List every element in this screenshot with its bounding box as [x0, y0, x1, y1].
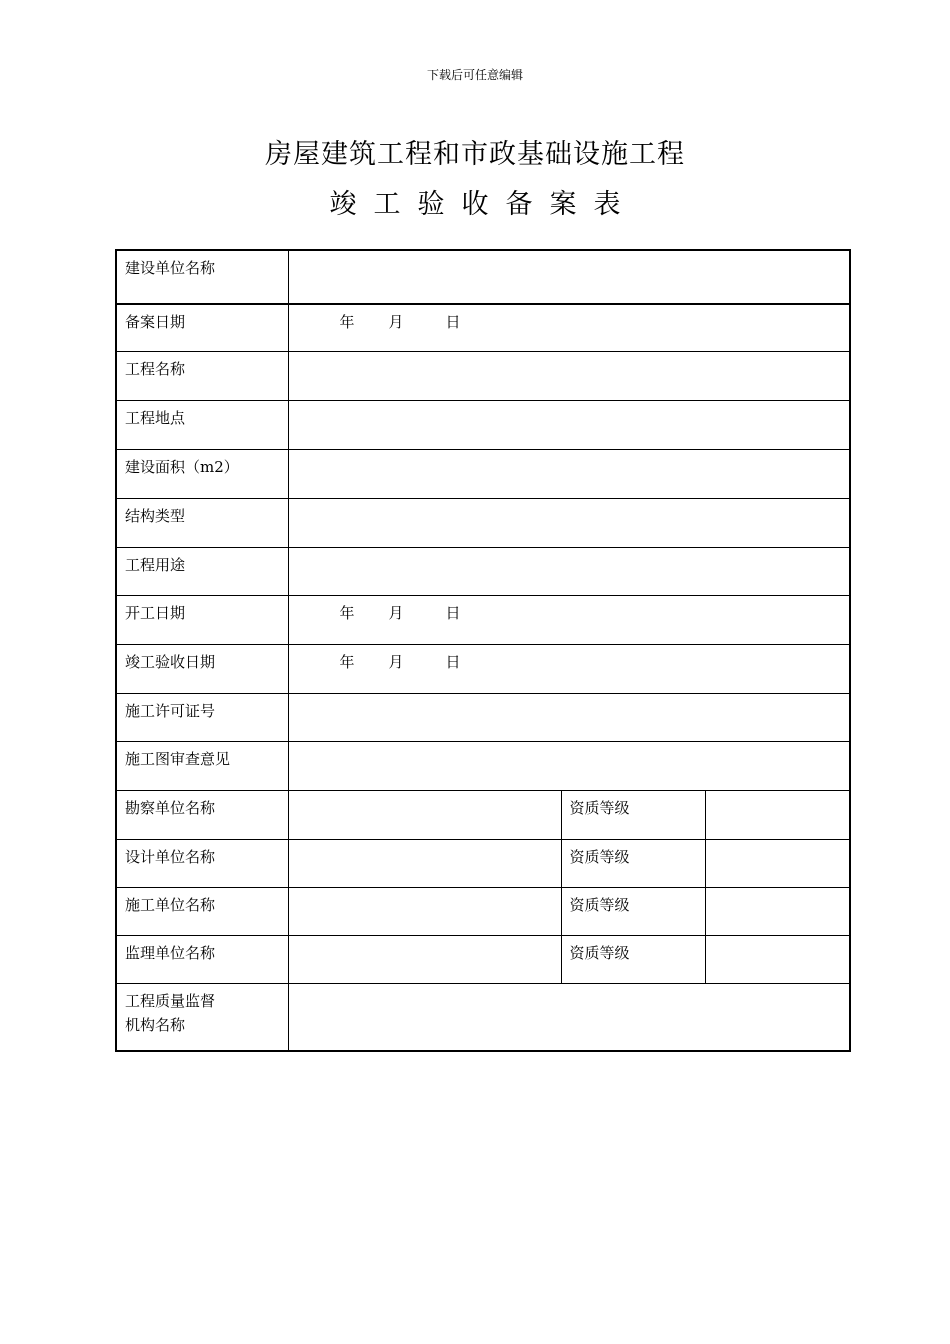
- year-label: 年: [339, 652, 355, 671]
- label-supervision-qualification: 资质等级: [561, 935, 705, 983]
- label-acceptance-date: 竣工验收日期: [116, 644, 288, 693]
- filing-form-table: [115, 249, 851, 1052]
- table-row: [116, 839, 850, 887]
- input-start-date[interactable]: [288, 595, 850, 644]
- table-row: [116, 498, 850, 547]
- input-design-qualification[interactable]: [705, 839, 850, 887]
- input-design-unit[interactable]: [288, 839, 561, 887]
- label-filing-date: 备案日期: [116, 304, 288, 351]
- label-project-name: 工程名称: [116, 351, 288, 400]
- input-survey-qualification[interactable]: [705, 790, 850, 839]
- input-builder-qualification[interactable]: [705, 887, 850, 935]
- input-project-name[interactable]: [288, 351, 850, 400]
- table-row: [116, 790, 850, 839]
- label-survey-qualification: 资质等级: [561, 790, 705, 839]
- label-construction-unit: 建设单位名称: [116, 250, 288, 304]
- table-row: [116, 449, 850, 498]
- month-label: 月: [388, 603, 404, 622]
- table-row: [116, 741, 850, 790]
- input-filing-date[interactable]: [288, 304, 850, 351]
- table-row: [116, 935, 850, 983]
- page-title: 房屋建筑工程和市政基础设施工程: [265, 139, 685, 170]
- label-structure-type: 结构类型: [116, 498, 288, 547]
- month-label: 月: [388, 313, 404, 331]
- table-row: [116, 693, 850, 741]
- year-label: 年: [339, 313, 355, 331]
- label-design-qualification: 资质等级: [561, 839, 705, 887]
- input-supervision-qualification[interactable]: [705, 935, 850, 983]
- label-supervision-unit: 监理单位名称: [116, 935, 288, 983]
- table-row: [116, 595, 850, 644]
- input-drawing-review[interactable]: [288, 741, 850, 790]
- table-row: [116, 644, 850, 693]
- input-project-location[interactable]: [288, 400, 850, 449]
- input-supervision-unit[interactable]: [288, 935, 561, 983]
- day-label: 日: [445, 603, 461, 622]
- table-row: [116, 351, 850, 400]
- input-builder-unit[interactable]: [288, 887, 561, 935]
- day-label: 日: [445, 652, 461, 671]
- label-quality-supervision-line1: 工程质量监督: [125, 991, 216, 1010]
- input-survey-unit[interactable]: [288, 790, 561, 839]
- header-note: 下载后可任意编辑: [426, 68, 523, 82]
- table-row: [116, 304, 850, 351]
- input-acceptance-date[interactable]: [288, 644, 850, 693]
- page-subtitle: 竣工验收备案表: [329, 189, 638, 220]
- input-project-use[interactable]: [288, 547, 850, 595]
- label-project-location: 工程地点: [116, 400, 288, 449]
- input-quality-supervision[interactable]: [288, 983, 850, 1051]
- day-label: 日: [445, 313, 461, 331]
- table-row: [116, 547, 850, 595]
- year-label: 年: [339, 603, 355, 622]
- month-label: 月: [388, 652, 404, 671]
- table-row: [116, 887, 850, 935]
- label-quality-supervision-line2: 机构名称: [125, 1015, 186, 1034]
- input-construction-unit[interactable]: [288, 250, 850, 304]
- label-start-date: 开工日期: [116, 595, 288, 644]
- input-structure-type[interactable]: [288, 498, 850, 547]
- table-row: [116, 983, 850, 1051]
- input-permit-number[interactable]: [288, 693, 850, 741]
- label-builder-unit: 施工单位名称: [116, 887, 288, 935]
- table-row: [116, 400, 850, 449]
- label-quality-supervision: [116, 983, 288, 1051]
- label-project-use: 工程用途: [116, 547, 288, 595]
- label-drawing-review: 施工图审查意见: [116, 741, 288, 790]
- label-design-unit: 设计单位名称: [116, 839, 288, 887]
- label-building-area: 建设面积（m2）: [116, 449, 288, 498]
- input-building-area[interactable]: [288, 449, 850, 498]
- label-survey-unit: 勘察单位名称: [116, 790, 288, 839]
- label-permit-number: 施工许可证号: [116, 693, 288, 741]
- label-builder-qualification: 资质等级: [561, 887, 705, 935]
- table-row: [116, 250, 850, 304]
